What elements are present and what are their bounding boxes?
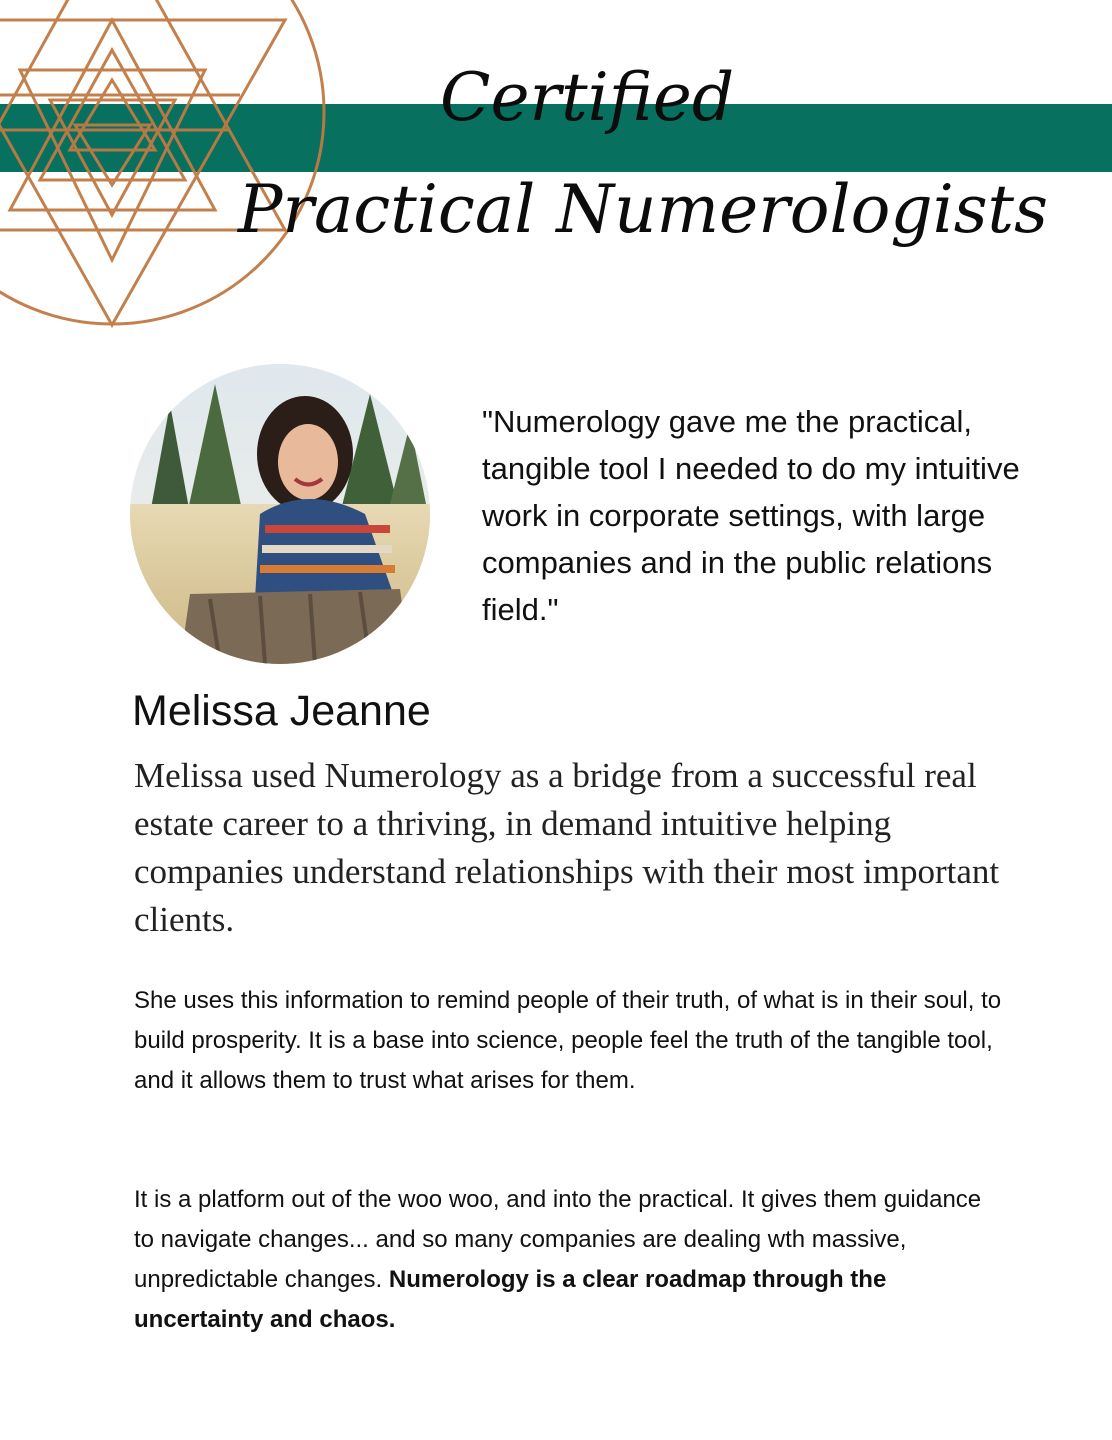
- title-certified: Certified: [440, 59, 735, 136]
- portrait-photo: [130, 364, 430, 664]
- lead-paragraph: Melissa used Numerology as a bridge from a successful real estate career to a thriving, in demand intuitive helping companies understand relationships with their most important clients.: [134, 756, 1000, 939]
- sacred-geometry-icon: [0, 0, 330, 330]
- body-paragraph-1: She uses this information to remind people of their truth, of what is in their soul, to build prosperity. It is a base into science, people feel the truth of the tangible tool, and it allows them to trust what arises for them.: [134, 987, 1002, 1094]
- testimonial-quote: "Numerology gave me the practical, tangible tool I needed to do my intuitive work in corporate settings, with large companies and in the public relations field.": [482, 404, 1020, 627]
- body-paragraph-2-text: It is a platform out of the woo woo, and into the practical. It gives them guidance to navigate changes... and so many companies are dealing wth massive, unpredictable changes.: [134, 1186, 982, 1293]
- person-name: Melissa Jeanne: [132, 687, 431, 735]
- body-paragraph-2: [134, 1180, 1004, 1340]
- title-practical-numerologists: Practical Numerologists: [238, 171, 1048, 248]
- body-paragraph-2-bold: Numerology is a clear roadmap through the uncertainty and chaos.: [134, 1266, 887, 1333]
